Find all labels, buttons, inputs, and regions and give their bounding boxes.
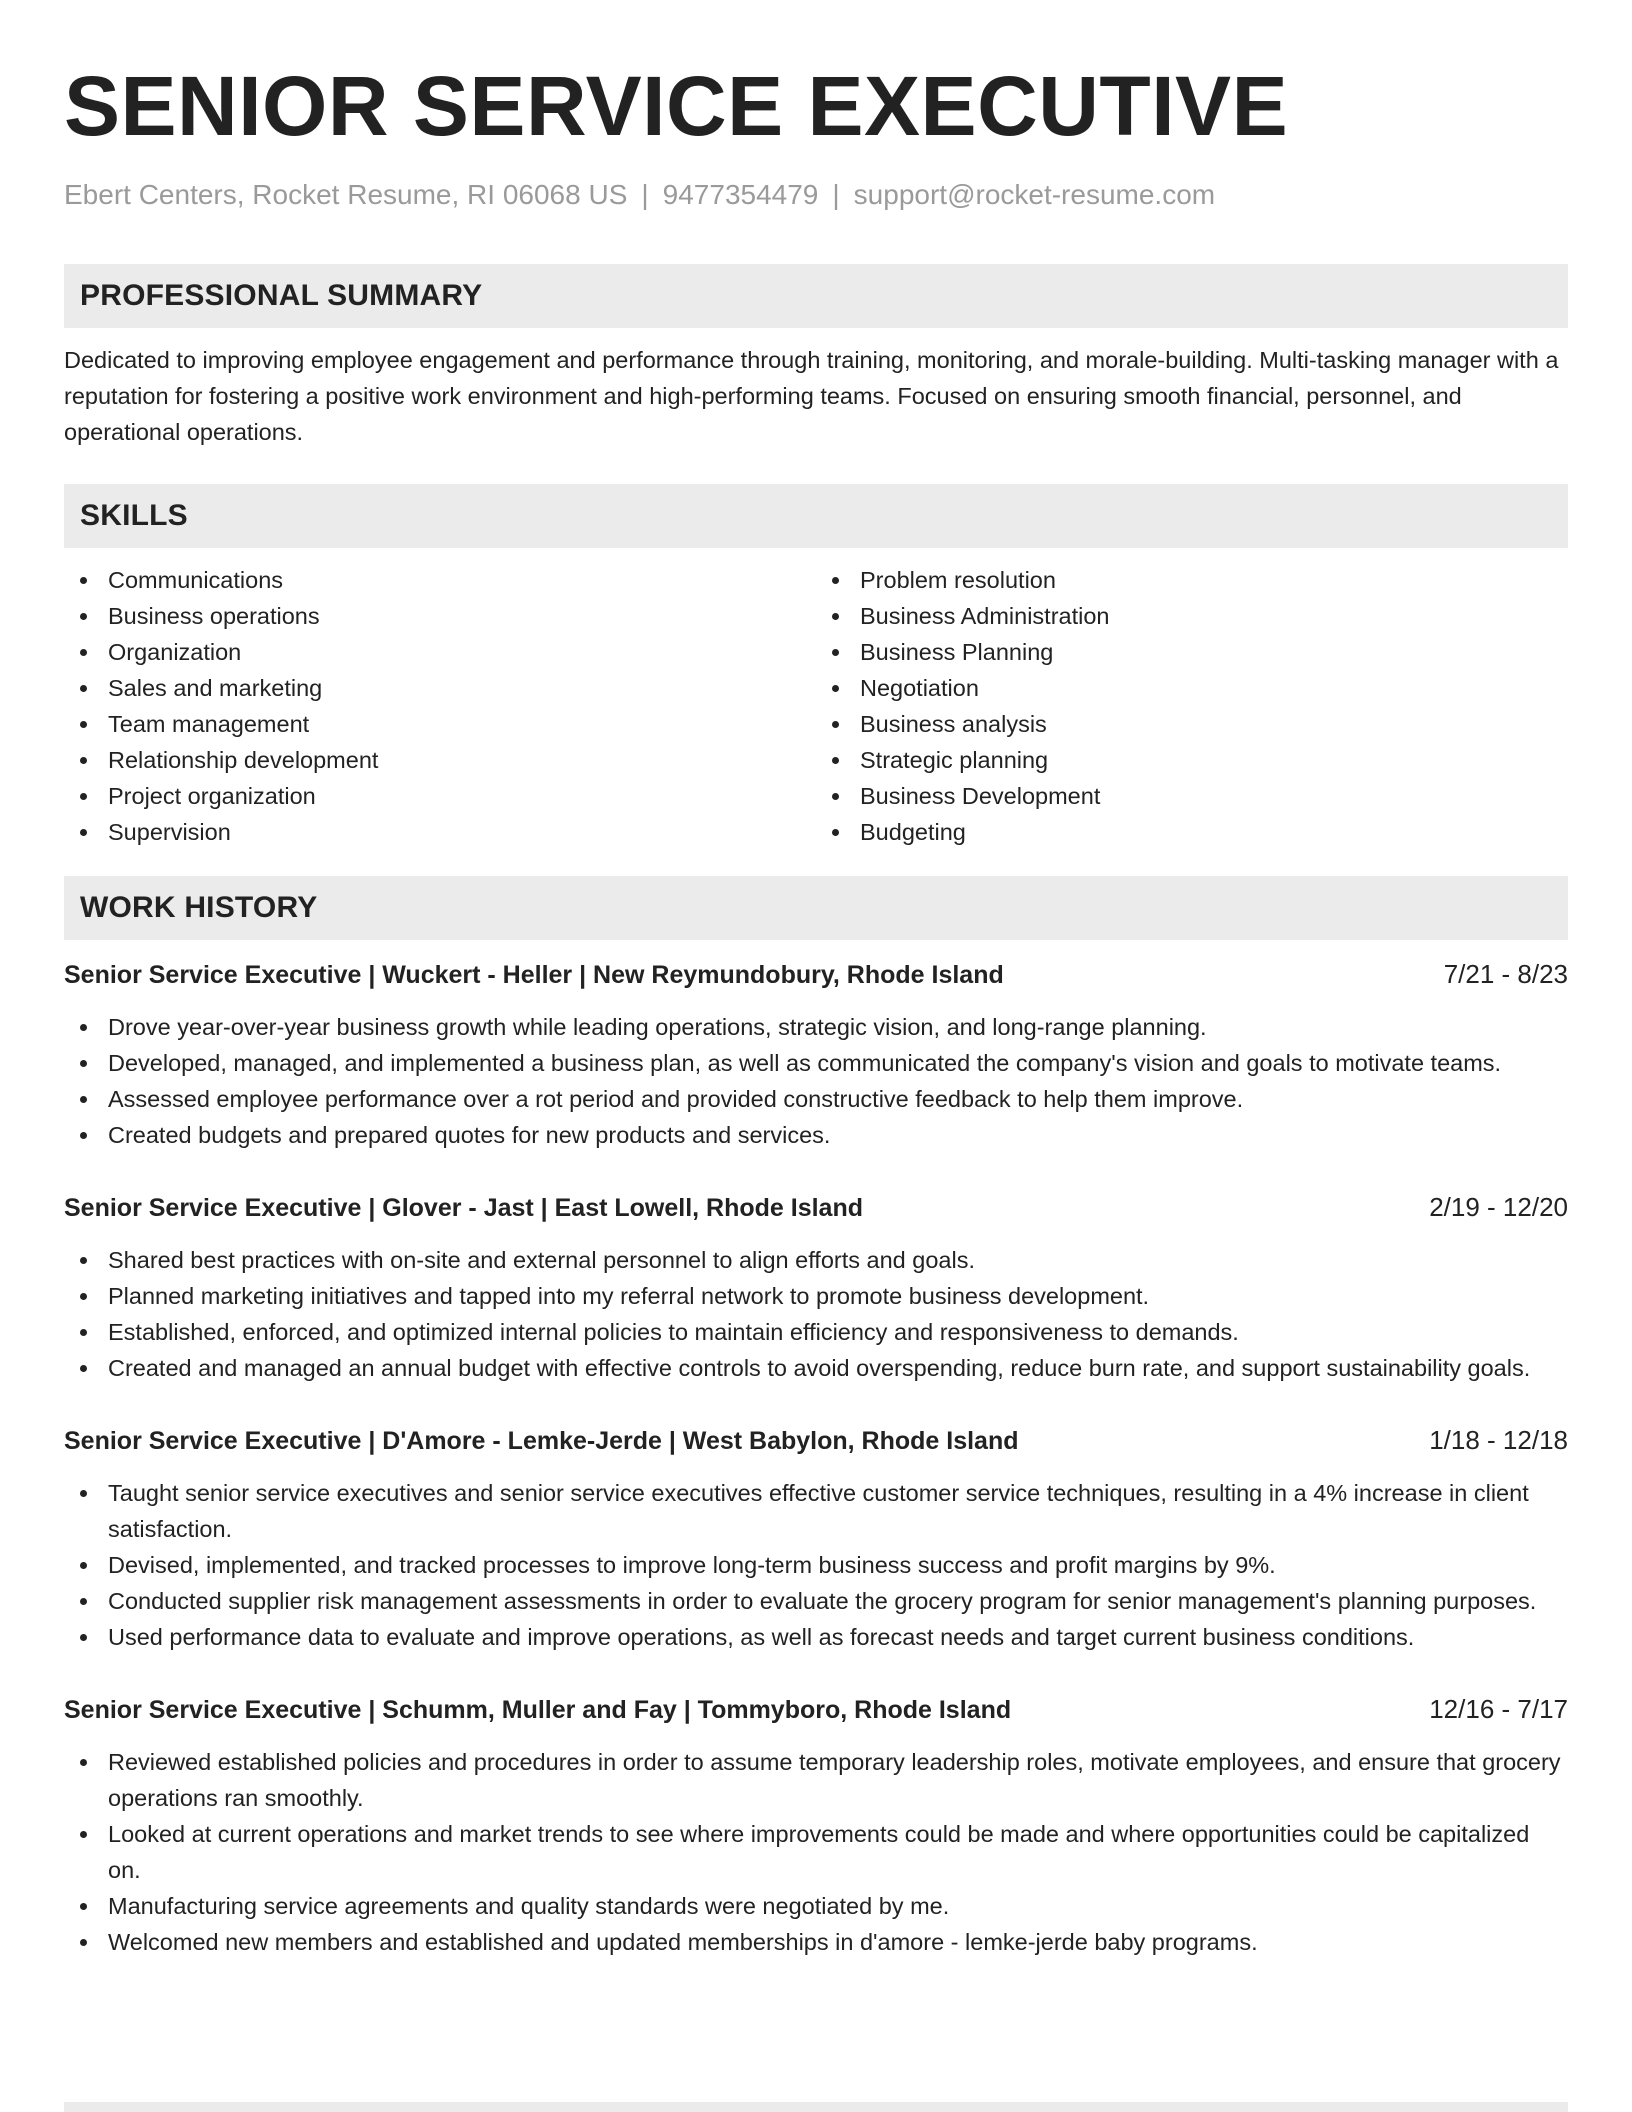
skill-item: Strategic planning (816, 742, 1568, 778)
job-dates: 12/16 - 7/17 (1429, 1694, 1568, 1724)
job-bullet: Shared best practices with on-site and external personnel to align efforts and goals. (64, 1242, 1568, 1278)
summary-text: Dedicated to improving employee engagement and performance through training, monitoring, and morale-building. Multi-tasking manager with a reputation for fostering a positive work environment and high-performing teams. Focused on ensuring smooth financial, personnel, and operational operations. (64, 347, 1559, 445)
resume-name: SENIOR SERVICE EXECUTIVE (64, 59, 1289, 153)
job-bullet: Reviewed established policies and procedures in order to assume temporary leadership roles, motivate employees, and ensure that grocery operations ran smoothly. (64, 1744, 1568, 1816)
skills-column-right (816, 562, 1568, 850)
skill-item: Organization (64, 634, 816, 670)
job-entry (64, 1422, 1568, 1655)
job-bullet: Established, enforced, and optimized internal policies to maintain efficiency and responsiveness to demands. (64, 1314, 1568, 1350)
job-bullet-list (64, 1009, 1568, 1153)
job-dates: 2/19 - 12/20 (1429, 1192, 1568, 1222)
job-header (64, 956, 1568, 993)
skills-grid (64, 562, 1568, 850)
job-bullet-list (64, 1475, 1568, 1655)
skills-column-left (64, 562, 816, 850)
contact-line (64, 178, 1568, 212)
job-bullet: Created and managed an annual budget with effective controls to avoid overspending, reduce burn rate, and support sustainability goals. (64, 1350, 1568, 1386)
job-header (64, 1422, 1568, 1459)
job-dates: 7/21 - 8/23 (1443, 959, 1568, 989)
job-entry (64, 1189, 1568, 1386)
work-history-list (64, 956, 1568, 1960)
job-bullet: Devised, implemented, and tracked processes to improve long-term business success and profit margins by 9%. (64, 1547, 1568, 1583)
job-bullet: Planned marketing initiatives and tapped into my referral network to promote business development. (64, 1278, 1568, 1314)
job-bullet: Taught senior service executives and senior service executives effective customer service techniques, resulting in a 4% increase in client satisfaction. (64, 1475, 1568, 1547)
contact-email: support@rocket-resume.com (853, 179, 1216, 210)
skill-item: Sales and marketing (64, 670, 816, 706)
section-header-work-history: WORK HISTORY (64, 876, 1568, 940)
skill-item: Business Administration (816, 598, 1568, 634)
job-bullet: Used performance data to evaluate and improve operations, as well as forecast needs and target current business conditions. (64, 1619, 1568, 1655)
contact-phone: 9477354479 (662, 179, 819, 210)
skill-item: Business analysis (816, 706, 1568, 742)
job-entry (64, 1691, 1568, 1960)
job-bullet-list (64, 1242, 1568, 1386)
section-header-skills: SKILLS (64, 484, 1568, 548)
job-bullet: Developed, managed, and implemented a business plan, as well as communicated the company's vision and goals to motivate teams. (64, 1045, 1568, 1081)
contact-address: Ebert Centers, Rocket Resume, RI 06068 US (64, 179, 628, 210)
skill-item: Problem resolution (816, 562, 1568, 598)
skill-item: Relationship development (64, 742, 816, 778)
job-bullet: Looked at current operations and market trends to see where improvements could be made and where opportunities could be capitalized on. (64, 1816, 1568, 1888)
skill-item: Negotiation (816, 670, 1568, 706)
job-entry (64, 956, 1568, 1153)
job-title: Senior Service Executive | Glover - Jast | East Lowell, Rhode Island (64, 1194, 863, 1222)
skill-item: Supervision (64, 814, 816, 850)
job-bullet-list (64, 1744, 1568, 1960)
skill-item: Business Development (816, 778, 1568, 814)
job-header (64, 1189, 1568, 1226)
skill-item: Project organization (64, 778, 816, 814)
skill-item: Business Planning (816, 634, 1568, 670)
job-dates: 1/18 - 12/18 (1429, 1425, 1568, 1455)
contact-separator: | (641, 179, 649, 210)
next-section-header-partial (64, 2102, 1568, 2112)
job-bullet: Manufacturing service agreements and quality standards were negotiated by me. (64, 1888, 1568, 1924)
skill-item: Communications (64, 562, 816, 598)
skill-item: Team management (64, 706, 816, 742)
skill-item: Budgeting (816, 814, 1568, 850)
section-header-summary: PROFESSIONAL SUMMARY (64, 264, 1568, 328)
job-header (64, 1691, 1568, 1728)
job-bullet: Conducted supplier risk management assessments in order to evaluate the grocery program for senior management's planning purposes. (64, 1583, 1568, 1619)
job-bullet: Drove year-over-year business growth while leading operations, strategic vision, and long-range planning. (64, 1009, 1568, 1045)
job-bullet: Created budgets and prepared quotes for new products and services. (64, 1117, 1568, 1153)
job-title: Senior Service Executive | Schumm, Muller and Fay | Tommyboro, Rhode Island (64, 1696, 1012, 1724)
job-title: Senior Service Executive | Wuckert - Heller | New Reymundobury, Rhode Island (64, 961, 1004, 989)
skill-item: Business operations (64, 598, 816, 634)
job-bullet: Welcomed new members and established and updated memberships in d'amore - lemke-jerde baby programs. (64, 1924, 1568, 1960)
job-bullet: Assessed employee performance over a rot period and provided constructive feedback to help them improve. (64, 1081, 1568, 1117)
contact-separator: | (832, 179, 840, 210)
job-title: Senior Service Executive | D'Amore - Lemke-Jerde | West Babylon, Rhode Island (64, 1427, 1019, 1455)
